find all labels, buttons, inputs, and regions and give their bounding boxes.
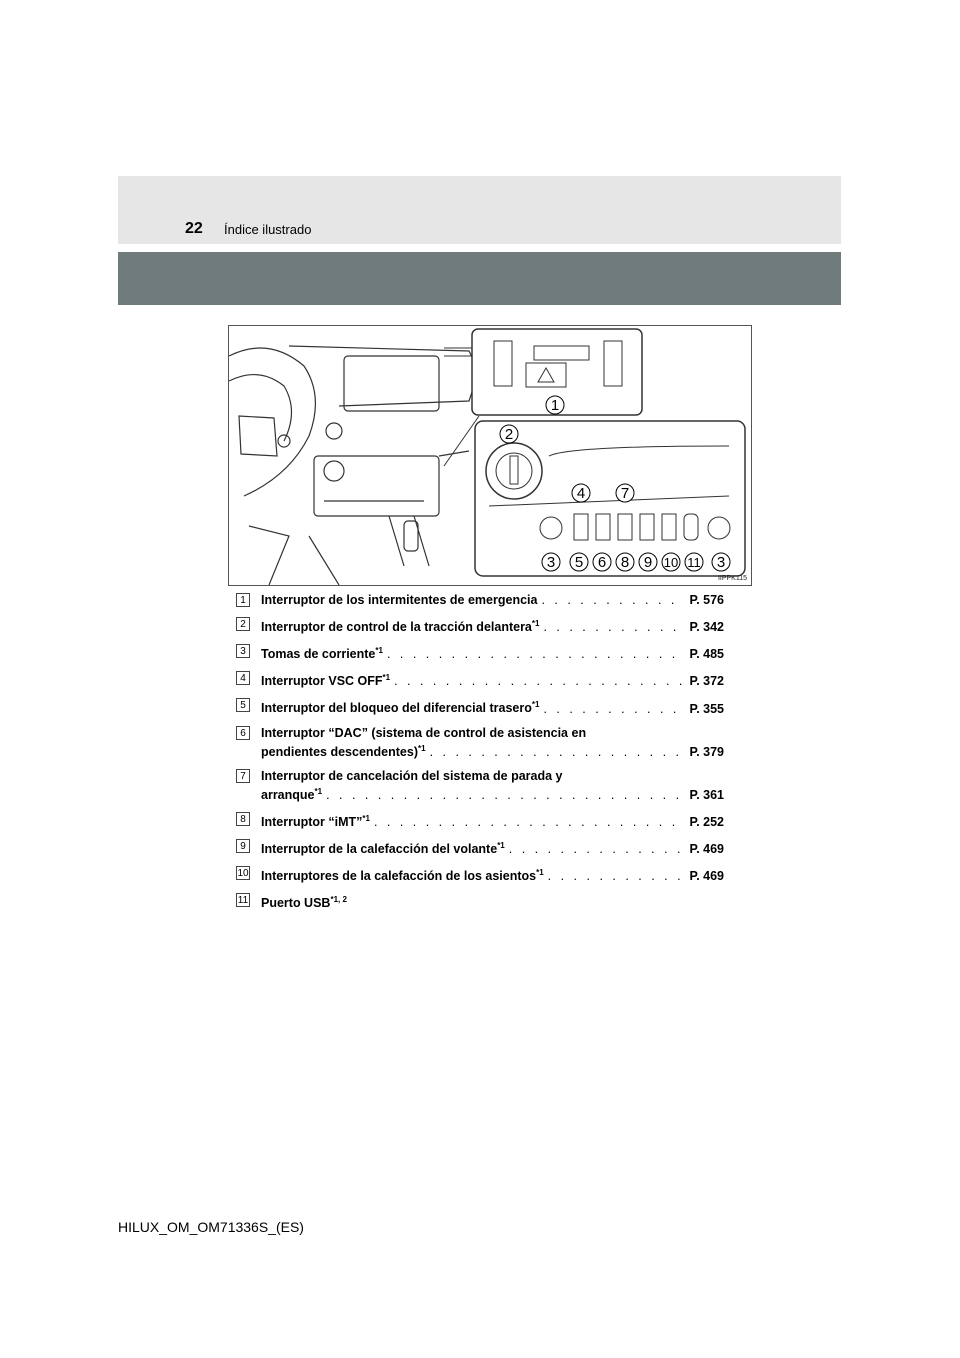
item-label: Interruptor VSC OFF — [261, 674, 383, 689]
dot-leader — [541, 592, 685, 608]
page-reference: P. 252 — [689, 815, 724, 830]
item-label: Tomas de corriente — [261, 647, 376, 662]
inset-switch-panel — [444, 416, 745, 576]
dot-leader — [394, 673, 685, 689]
dot-leader — [543, 619, 685, 635]
callout-6 — [593, 553, 611, 571]
list-item — [236, 643, 724, 662]
item-text-line1: Interruptor “DAC” (sistema de control de asistencia en — [261, 725, 587, 740]
list-item — [236, 838, 724, 857]
figure-code: IIPPK115 — [717, 575, 747, 582]
section-banner — [118, 252, 841, 305]
item-label: Interruptor de control de la tracción delantera — [261, 620, 532, 635]
callout-10 — [662, 553, 680, 571]
list-item — [236, 697, 724, 716]
callout-1 — [546, 396, 564, 414]
item-number-badge: 11 — [237, 895, 249, 907]
callout-3-right — [712, 553, 730, 571]
item-number-badge: 10 — [237, 868, 249, 880]
svg-text:4: 4 — [576, 485, 586, 502]
callout-5 — [570, 553, 588, 571]
footer-doc-code: HILUX_OM_OM71336S_(ES) — [118, 1219, 304, 1235]
footnote-marker: *1, 2 — [330, 895, 347, 905]
item-number-badge: 2 — [236, 617, 250, 631]
svg-text:1: 1 — [550, 397, 560, 414]
item-number-badge: 3 — [236, 644, 250, 658]
inset-hazard-panel — [444, 329, 642, 415]
item-number-badge: 1 — [236, 593, 250, 607]
dashboard-illustration — [228, 325, 752, 586]
list-item — [236, 592, 724, 608]
item-number-badge: 7 — [236, 769, 250, 783]
item-number-badge: 9 — [236, 839, 250, 853]
dot-leader — [548, 868, 686, 884]
dot-leader — [543, 701, 685, 717]
item-label: Interruptor de los intermitentes de emergencia — [261, 593, 538, 607]
dot-leader — [374, 814, 686, 830]
dot-leader — [326, 787, 685, 803]
svg-text:9: 9 — [643, 554, 653, 571]
item-number-badge: 6 — [236, 726, 250, 740]
dashboard-drawing — [229, 326, 751, 585]
item-number-badge: 5 — [236, 698, 250, 712]
item-label: Interruptores de la calefacción de los asientos — [261, 869, 537, 884]
page-reference: P. 469 — [689, 842, 724, 857]
list-item — [236, 892, 724, 911]
svg-text:5: 5 — [574, 554, 584, 571]
list-item — [236, 670, 724, 689]
callout-3-left — [542, 553, 560, 571]
dot-leader — [509, 841, 686, 857]
item-list — [236, 592, 724, 920]
callout-2 — [500, 425, 518, 443]
callout-8 — [616, 553, 634, 571]
footnote-marker: *1 — [314, 786, 323, 796]
page-reference: P. 355 — [689, 701, 724, 716]
footnote-marker: *1 — [497, 841, 505, 851]
footnote-marker: *1 — [536, 868, 544, 878]
footnote-marker: *1 — [375, 646, 383, 656]
list-item — [236, 768, 724, 803]
item-number-badge: 4 — [236, 671, 250, 685]
dot-leader — [430, 744, 686, 760]
list-item — [236, 865, 724, 884]
item-number-badge: 8 — [236, 812, 250, 826]
item-text-line1: Interruptor de cancelación del sistema de parada y — [261, 768, 563, 783]
item-label: Puerto USB — [261, 896, 331, 911]
page-reference: P. 485 — [689, 647, 724, 662]
dot-leader — [387, 646, 686, 662]
footnote-marker: *1 — [531, 700, 540, 710]
page-reference: P. 361 — [689, 787, 724, 802]
page-reference: P. 342 — [689, 620, 724, 635]
svg-text:11: 11 — [687, 555, 701, 570]
callout-9 — [639, 553, 657, 571]
page-reference: P. 379 — [689, 744, 724, 759]
footnote-marker: *1 — [382, 673, 391, 683]
svg-text:6: 6 — [597, 554, 607, 571]
callout-4 — [572, 484, 590, 502]
item-label: Interruptor de la calefacción del volante — [261, 842, 498, 857]
footnote-marker: *1 — [362, 813, 370, 823]
list-item — [236, 725, 724, 760]
list-item — [236, 616, 724, 635]
section-title: Índice ilustrado — [224, 222, 312, 237]
page-reference: P. 576 — [689, 593, 724, 607]
svg-text:10: 10 — [663, 555, 679, 570]
svg-text:3: 3 — [716, 554, 726, 571]
list-item — [236, 811, 724, 830]
svg-text:2: 2 — [504, 426, 514, 443]
item-label: arranque — [261, 787, 315, 802]
page-reference: P. 372 — [689, 674, 724, 689]
svg-text:7: 7 — [620, 485, 630, 502]
callout-11 — [685, 553, 703, 571]
item-label: Interruptor “iMT” — [261, 815, 363, 830]
callout-7 — [616, 484, 634, 502]
item-label: Interruptor del bloqueo del diferencial trasero — [261, 701, 532, 716]
svg-text:3: 3 — [546, 554, 556, 571]
page-number: 22 — [185, 220, 203, 237]
footnote-marker: *1 — [418, 743, 426, 753]
page-reference: P. 469 — [689, 869, 724, 884]
footnote-marker: *1 — [531, 619, 540, 628]
svg-text:8: 8 — [620, 554, 630, 571]
item-label: pendientes descendentes) — [261, 744, 418, 759]
